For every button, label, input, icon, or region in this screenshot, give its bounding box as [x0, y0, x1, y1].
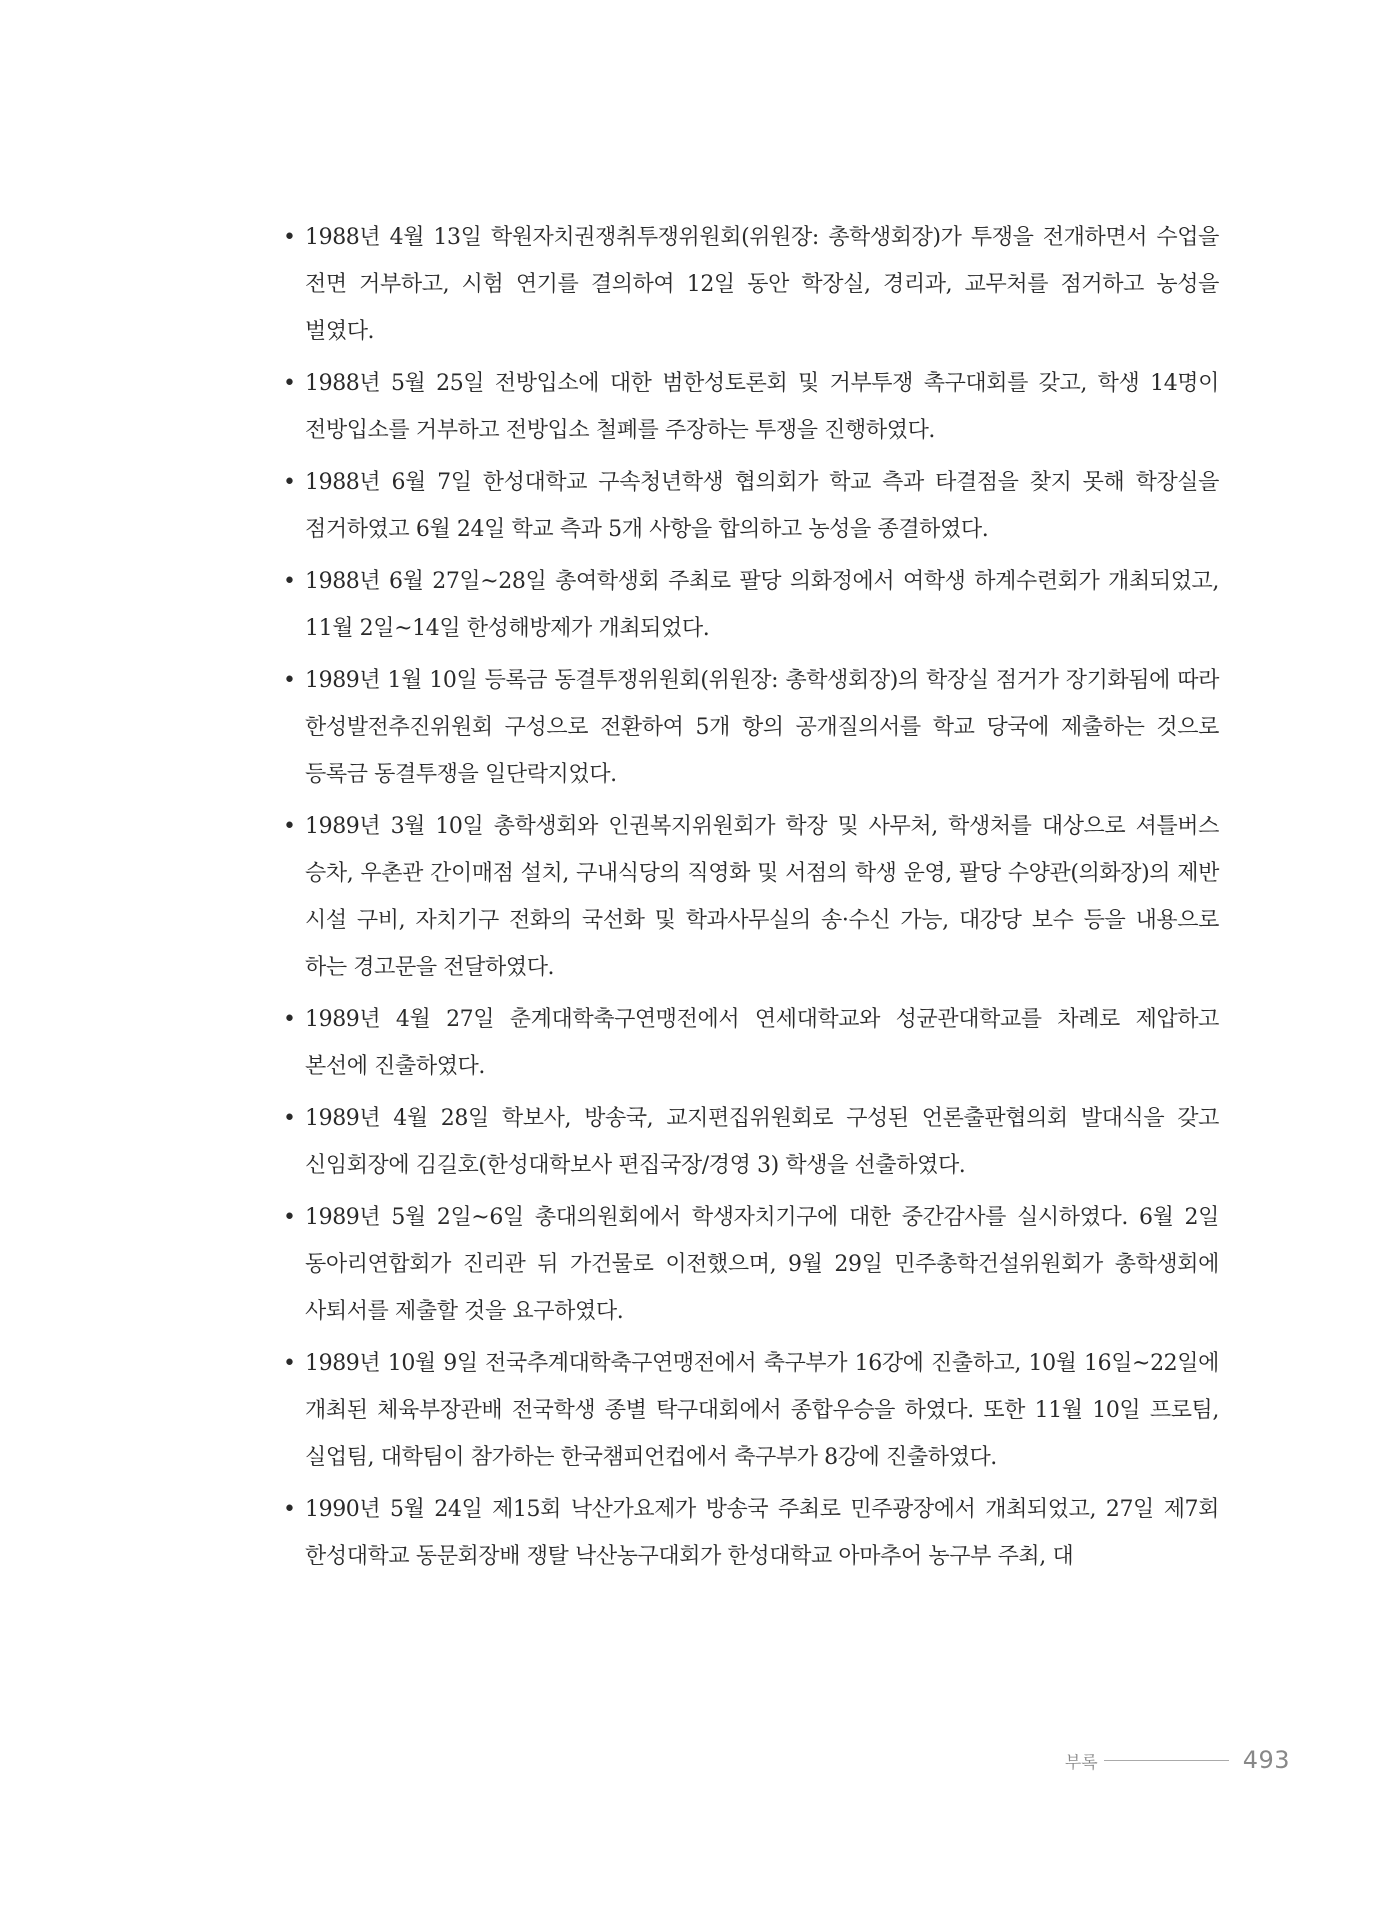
entry-text: 1988년 5월 25일 전방입소에 대한 범한성토론회 및 거부투쟁 촉구대회를 갖고, 학생 14명이 전방입소를 거부하고 전방입소 철폐를 주장하는 투쟁을 진행하였다.	[305, 371, 1219, 443]
entry-text: 1988년 6월 27일~28일 총여학생회 주최로 팔당 의화정에서 여학생 하계수련회가 개최되었고, 11월 2일~14일 한성해방제가 개최되었다.	[305, 569, 1219, 641]
entry-text: 1989년 10월 9일 전국추계대학축구연맹전에서 축구부가 16강에 진출하고, 10월 16일~22일에 개최된 체육부장관배 전국학생 종별 탁구대회에서 종합우승을 하였다. 또한 11월 10일 프로팀, 실업팀, 대학팀이 참가하는 한국챔피언컵에서 축구부가 8강에 진출하였다.	[305, 1351, 1219, 1470]
footer-rule	[1104, 1760, 1229, 1761]
bullet: •	[283, 1007, 296, 1032]
bullet: •	[283, 1351, 296, 1376]
list-item	[283, 803, 1219, 991]
bullet: •	[283, 569, 296, 594]
page-footer	[1065, 1746, 1290, 1774]
list-item	[283, 1095, 1219, 1189]
bullet: •	[283, 470, 296, 495]
page-number: 493	[1242, 1746, 1290, 1774]
bullet: •	[283, 1106, 296, 1131]
list-item	[283, 996, 1219, 1090]
entry-text: 1988년 4월 13일 학원자치권쟁취투쟁위원회(위원장: 총학생회장)가 투쟁을 전개하면서 수업을 전면 거부하고, 시험 연기를 결의하여 12일 동안 학장실, 경리과, 교무처를 점거하고 농성을 벌였다.	[305, 225, 1219, 344]
bullet: •	[283, 1497, 296, 1522]
list-item	[283, 214, 1219, 355]
footer-section-label: 부록	[1064, 1752, 1098, 1773]
list-item	[283, 657, 1219, 798]
entry-text: 1988년 6월 7일 한성대학교 구속청년학생 협의회가 학교 측과 타결점을 찾지 못해 학장실을 점거하였고 6월 24일 학교 측과 5개 사항을 합의하고 농성을 종결하였다.	[305, 470, 1219, 542]
bullet: •	[283, 371, 296, 396]
entry-text: 1989년 1월 10일 등록금 동결투쟁위원회(위원장: 총학생회장)의 학장실 점거가 장기화됨에 따라 한성발전추진위원회 구성으로 전환하여 5개 항의 공개질의서를 학교 당국에 제출하는 것으로 등록금 동결투쟁을 일단락지었다.	[305, 668, 1219, 787]
entry-text: 1989년 4월 27일 춘계대학축구연맹전에서 연세대학교와 성균관대학교를 차례로 제압하고 본선에 진출하였다.	[305, 1007, 1219, 1079]
entry-text: 1989년 3월 10일 총학생회와 인권복지위원회가 학장 및 사무처, 학생처를 대상으로 셔틀버스 승차, 우촌관 간이매점 설치, 구내식당의 직영화 및 서점의 학생 운영, 팔당 수양관(의화장)의 제반 시설 구비, 자치기구 전화의 국선화 및 학과사무실의 송·수신 가능, 대강당 보수 등을 내용으로 하는 경고문을 전달하였다.	[305, 814, 1219, 980]
page-body	[283, 214, 1219, 1585]
list-item	[283, 360, 1219, 454]
entry-text: 1990년 5월 24일 제15회 낙산가요제가 방송국 주최로 민주광장에서 개최되었고, 27일 제7회 한성대학교 동문회장배 쟁탈 낙산농구대회가 한성대학교 아마추어 농구부 주최, 대	[305, 1497, 1219, 1569]
bullet: •	[283, 1205, 296, 1230]
list-item	[283, 459, 1219, 553]
bullet: •	[283, 225, 296, 250]
list-item	[283, 1486, 1219, 1580]
list-item	[283, 558, 1219, 652]
list-item	[283, 1194, 1219, 1335]
list-item	[283, 1340, 1219, 1481]
bullet: •	[283, 814, 296, 839]
bullet: •	[283, 668, 296, 693]
entry-text: 1989년 4월 28일 학보사, 방송국, 교지편집위원회로 구성된 언론출판협의회 발대식을 갖고 신임회장에 김길호(한성대학보사 편집국장/경영 3) 학생을 선출하였다.	[305, 1106, 1219, 1178]
entry-text: 1989년 5월 2일~6일 총대의원회에서 학생자치기구에 대한 중간감사를 실시하였다. 6월 2일 동아리연합회가 진리관 뒤 가건물로 이전했으며, 9월 29일 민주총학건설위원회가 총학생회에 사퇴서를 제출할 것을 요구하였다.	[305, 1205, 1219, 1324]
